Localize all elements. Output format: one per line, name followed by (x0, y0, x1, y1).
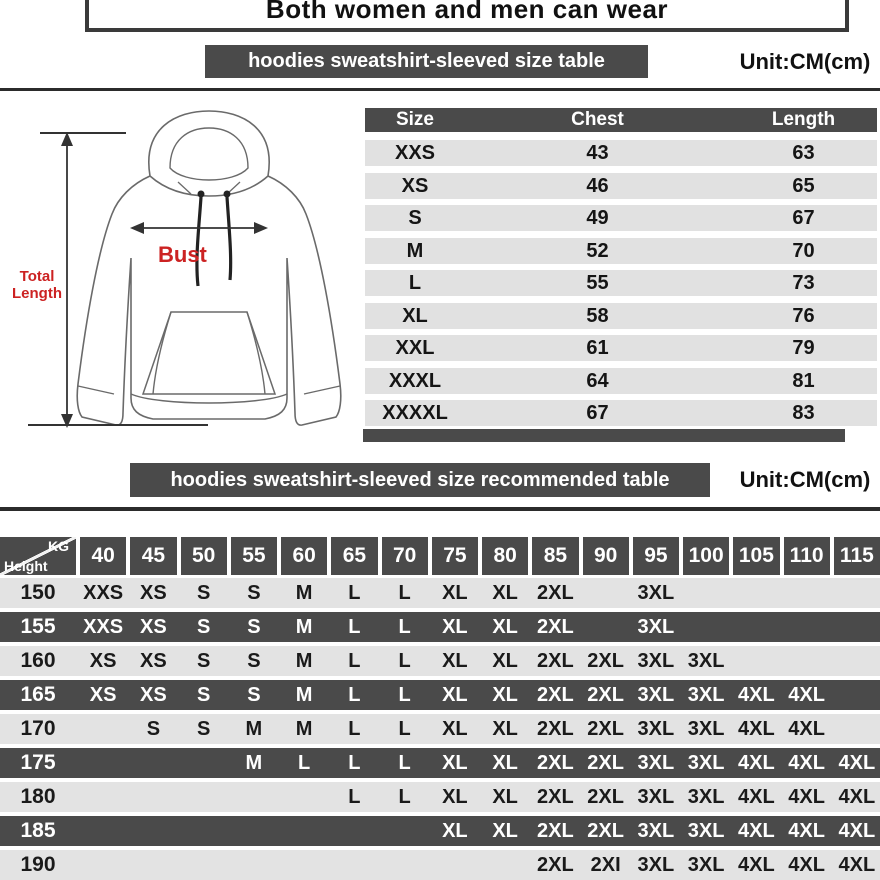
size-value-cell: XS (140, 582, 167, 604)
size-value-cell: 2XI (590, 854, 621, 876)
size-table-row (365, 368, 877, 394)
size-value-cell: L (348, 650, 361, 672)
size-value-cell: S (146, 718, 161, 740)
size-value-cell: L (398, 718, 411, 740)
size-value-cell (834, 578, 880, 608)
size-cell: XXL (395, 337, 435, 359)
size-value-cell: L (348, 786, 361, 808)
recommend-row (0, 646, 880, 676)
weight-header-cell: 105 (733, 537, 779, 575)
recommend-row (0, 748, 880, 778)
size-cell: XL (402, 304, 428, 327)
size-table-row (365, 270, 877, 296)
recommend-table-header (0, 537, 880, 575)
unit-label: Unit:CM(cm) (739, 467, 871, 492)
size-cell: S (408, 207, 422, 229)
size-value-cell: 3XL (637, 684, 675, 706)
size-value-cell: 4XL (788, 786, 825, 808)
size-cell: M (406, 239, 424, 262)
size-value-cell: 3XL (687, 650, 725, 672)
chest-cell: 58 (586, 304, 609, 327)
chest-cell: 67 (586, 402, 609, 424)
length-cell: 79 (792, 337, 815, 359)
size-value-cell: S (247, 684, 261, 706)
size-value-cell: 2XL (537, 752, 574, 774)
corner-kg-label: KG (48, 538, 69, 554)
size-value-cell: 3XL (687, 718, 725, 740)
size-value-cell: XL (442, 616, 468, 638)
size-value-cell: L (298, 752, 311, 774)
size-value-cell: 2XL (537, 616, 574, 638)
size-value-cell: 2XL (587, 650, 624, 672)
size-value-cell: 3XL (637, 616, 675, 638)
size-value-cell (784, 612, 830, 642)
weight-header-cell: 40 (80, 537, 126, 575)
size-value-cell: 4XL (838, 854, 876, 876)
recommend-row (0, 782, 880, 812)
weight-header-cell: 95 (633, 537, 679, 575)
size-value-cell (834, 714, 880, 744)
size-value-cell: 4XL (738, 684, 775, 706)
size-value-cell: L (348, 582, 361, 604)
size-value-cell: S (196, 684, 211, 706)
size-value-cell: XL (442, 752, 468, 774)
size-value-cell: 3XL (637, 786, 675, 808)
size-value-cell (281, 782, 327, 812)
height-label: 185 (20, 819, 56, 842)
chest-column-header: Chest (571, 109, 624, 130)
hoodie-figure (28, 96, 364, 444)
weight-header-cell: 100 (683, 537, 729, 575)
size-value-cell: L (348, 616, 361, 638)
size-value-cell (733, 612, 779, 642)
height-label: 155 (20, 615, 56, 638)
size-value-cell (683, 612, 729, 642)
recommend-row (0, 612, 880, 642)
weight-header-cell: 60 (281, 537, 327, 575)
length-cell: 73 (792, 272, 815, 294)
size-cell: L (408, 272, 422, 294)
size-value-cell: 3XL (687, 854, 725, 876)
size-value-cell: L (398, 786, 411, 808)
weight-header-cell: 65 (331, 537, 377, 575)
size-value-cell (733, 646, 779, 676)
size-value-cell: 2XL (537, 582, 574, 604)
recommend-table-banner: hoodies sweatshirt-sleeved size recommended table (130, 463, 710, 497)
size-value-cell (80, 782, 126, 812)
size-value-cell: 3XL (637, 718, 675, 740)
recommend-table-body (0, 578, 880, 880)
size-value-cell (432, 850, 478, 880)
size-value-cell (331, 816, 377, 846)
size-value-cell: S (247, 650, 261, 672)
weight-header-cell: 90 (583, 537, 629, 575)
size-table-row (365, 238, 877, 264)
size-cell: XS (401, 174, 429, 197)
size-value-cell (834, 680, 880, 710)
chest-cell: 43 (586, 142, 609, 164)
size-value-cell (181, 816, 227, 846)
size-value-cell (482, 850, 528, 880)
size-value-cell: XL (492, 752, 518, 774)
size-value-cell (382, 850, 428, 880)
size-value-cell: 4XL (738, 786, 775, 808)
size-value-cell: 2XL (537, 820, 574, 842)
size-value-cell: S (247, 616, 261, 638)
hoodie-body-outline (77, 164, 341, 425)
size-table-banner: hoodies sweatshirt-sleeved size table (205, 45, 648, 78)
size-value-cell: XL (492, 718, 518, 740)
size-table-row (365, 173, 877, 199)
size-value-cell: S (247, 582, 261, 604)
size-value-cell: XL (442, 684, 468, 706)
size-value-cell: M (295, 650, 313, 672)
size-value-cell (130, 782, 176, 812)
chest-cell: 61 (586, 337, 609, 359)
size-value-cell: M (295, 684, 313, 706)
size-value-cell: 4XL (838, 820, 876, 842)
size-value-cell: 4XL (738, 820, 775, 842)
size-value-cell (834, 646, 880, 676)
size-value-cell: S (196, 582, 211, 604)
size-value-cell: 2XL (587, 752, 624, 774)
chest-cell: 49 (586, 207, 609, 229)
size-value-cell (231, 782, 277, 812)
size-value-cell: XL (492, 650, 518, 672)
height-label: 175 (20, 751, 56, 774)
size-value-cell (281, 816, 327, 846)
size-column-header: Size (395, 109, 435, 130)
size-value-cell: XXS (83, 582, 124, 604)
recommend-row (0, 714, 880, 744)
size-value-cell: 2XL (587, 786, 624, 808)
size-value-cell: 4XL (738, 752, 775, 774)
size-value-cell (834, 612, 880, 642)
divider-line (0, 507, 880, 511)
bust-label: Bust (158, 242, 207, 267)
size-value-cell (784, 578, 830, 608)
size-value-cell: 2XL (537, 684, 574, 706)
corner-height-label: Height (4, 558, 48, 574)
size-value-cell: 3XL (637, 650, 675, 672)
size-value-cell: XL (442, 650, 468, 672)
size-value-cell (683, 578, 729, 608)
size-value-cell: XL (492, 820, 518, 842)
weight-header-cell: 70 (382, 537, 428, 575)
size-value-cell: 4XL (788, 820, 825, 842)
size-value-cell: XS (140, 650, 167, 672)
size-value-cell: 3XL (687, 820, 725, 842)
size-value-cell: XL (492, 684, 518, 706)
size-value-cell (181, 850, 227, 880)
weight-header-cell: 50 (181, 537, 227, 575)
size-table-row (365, 140, 877, 166)
size-value-cell: S (196, 616, 211, 638)
chest-cell: 64 (586, 369, 609, 392)
size-value-cell: XL (492, 786, 518, 808)
size-value-cell: 4XL (788, 684, 825, 706)
size-value-cell (382, 816, 428, 846)
recommend-row (0, 850, 880, 880)
size-value-cell: XL (442, 820, 468, 842)
height-label: 165 (20, 683, 56, 706)
length-cell: 67 (792, 207, 815, 229)
size-table-row (365, 303, 877, 329)
recommend-row (0, 680, 880, 710)
length-cell: 83 (792, 402, 815, 424)
recommend-row (0, 578, 880, 608)
size-value-cell (231, 850, 277, 880)
chest-cell: 52 (586, 239, 609, 262)
size-value-cell: XL (442, 718, 468, 740)
height-label: 170 (20, 717, 56, 740)
size-value-cell: 4XL (788, 854, 825, 876)
size-value-cell (331, 850, 377, 880)
unit-label: Unit:CM(cm) (739, 49, 871, 74)
size-value-cell: M (295, 616, 313, 638)
size-value-cell: 2XL (587, 820, 624, 842)
weight-header-cell: 110 (784, 537, 830, 575)
size-value-cell: L (398, 582, 411, 604)
size-cell: XXXL (388, 369, 442, 392)
size-value-cell: XS (140, 684, 167, 706)
size-value-cell: 2XL (537, 718, 574, 740)
size-value-cell: 3XL (687, 684, 725, 706)
size-table-footer-bar (363, 429, 845, 442)
size-value-cell: XL (442, 786, 468, 808)
size-value-cell (583, 612, 629, 642)
size-table-row (365, 205, 877, 231)
size-value-cell (231, 816, 277, 846)
size-value-cell: S (196, 718, 211, 740)
size-value-cell (130, 816, 176, 846)
drawstring-eyelet (224, 191, 231, 198)
total-length-label: Total Length (12, 268, 62, 302)
size-value-cell: 3XL (637, 752, 675, 774)
size-value-cell (80, 850, 126, 880)
weight-header-cell: 80 (482, 537, 528, 575)
size-value-cell: XS (89, 650, 117, 672)
weight-header-cell: 75 (432, 537, 478, 575)
size-value-cell: 3XL (637, 854, 675, 876)
size-value-cell (583, 578, 629, 608)
size-value-cell (181, 748, 227, 778)
length-cell: 65 (792, 174, 815, 197)
size-table-row (365, 335, 877, 361)
kg-height-corner-cell (0, 537, 76, 575)
size-value-cell (130, 748, 176, 778)
size-value-cell: L (348, 684, 361, 706)
height-label: 180 (20, 785, 56, 808)
length-column-header: Length (771, 109, 836, 130)
size-value-cell: 2XL (537, 786, 574, 808)
length-cell: 63 (792, 142, 815, 164)
size-value-cell: XS (89, 684, 117, 706)
size-table-row (365, 400, 877, 426)
size-value-cell: 4XL (838, 786, 876, 808)
size-value-cell: M (295, 718, 313, 740)
size-value-cell: L (348, 752, 361, 774)
size-value-cell (181, 782, 227, 812)
size-value-cell: XS (140, 616, 167, 638)
size-cell: XXS (394, 142, 436, 164)
size-value-cell (784, 646, 830, 676)
size-value-cell: M (245, 718, 263, 740)
size-table-header (365, 108, 877, 132)
chest-cell: 46 (586, 174, 609, 197)
size-value-cell: 2XL (537, 854, 574, 876)
size-value-cell: L (398, 650, 411, 672)
size-value-cell (130, 850, 176, 880)
weight-header-cell: 85 (532, 537, 578, 575)
size-value-cell: L (398, 616, 411, 638)
arrowhead-up (61, 132, 73, 146)
size-value-cell: XL (492, 616, 518, 638)
size-value-cell: 4XL (838, 752, 876, 774)
height-label: 150 (20, 581, 56, 604)
size-value-cell: 3XL (687, 786, 725, 808)
length-cell: 76 (792, 304, 815, 327)
size-value-cell: 2XL (587, 684, 624, 706)
size-value-cell (733, 578, 779, 608)
size-value-cell: L (348, 718, 361, 740)
title-box (85, 0, 849, 32)
length-cell: 70 (792, 239, 815, 262)
size-value-cell: S (196, 650, 211, 672)
size-value-cell: XXS (83, 616, 124, 638)
recommend-row (0, 816, 880, 846)
size-value-cell: 3XL (687, 752, 725, 774)
size-value-cell: 4XL (788, 718, 825, 740)
size-value-cell: 3XL (637, 582, 675, 604)
size-value-cell: 2XL (587, 718, 624, 740)
size-value-cell: L (398, 752, 411, 774)
size-value-cell: L (398, 684, 411, 706)
size-value-cell: XL (442, 582, 468, 604)
size-value-cell: M (245, 752, 263, 774)
divider-line (0, 88, 880, 91)
size-value-cell: 4XL (788, 752, 825, 774)
size-value-cell: 2XL (537, 650, 574, 672)
page-title: Both women and men can wear (265, 0, 669, 24)
weight-header-cell: 55 (231, 537, 277, 575)
height-label: 160 (20, 649, 56, 672)
size-value-cell (80, 714, 126, 744)
chest-cell: 55 (586, 272, 609, 294)
size-value-cell (281, 850, 327, 880)
drawstring-eyelet (198, 191, 205, 198)
size-value-cell: 4XL (738, 854, 775, 876)
size-table-body (365, 140, 877, 433)
size-value-cell: 3XL (637, 820, 675, 842)
size-value-cell (80, 748, 126, 778)
size-value-cell: 4XL (738, 718, 775, 740)
size-value-cell: XL (492, 582, 518, 604)
size-cell: XXXXL (382, 402, 448, 424)
weight-header-cell: 115 (834, 537, 880, 575)
size-value-cell (80, 816, 126, 846)
length-cell: 81 (792, 369, 815, 392)
height-label: 190 (20, 853, 56, 876)
size-value-cell: M (295, 582, 313, 604)
weight-header-cell: 45 (130, 537, 176, 575)
